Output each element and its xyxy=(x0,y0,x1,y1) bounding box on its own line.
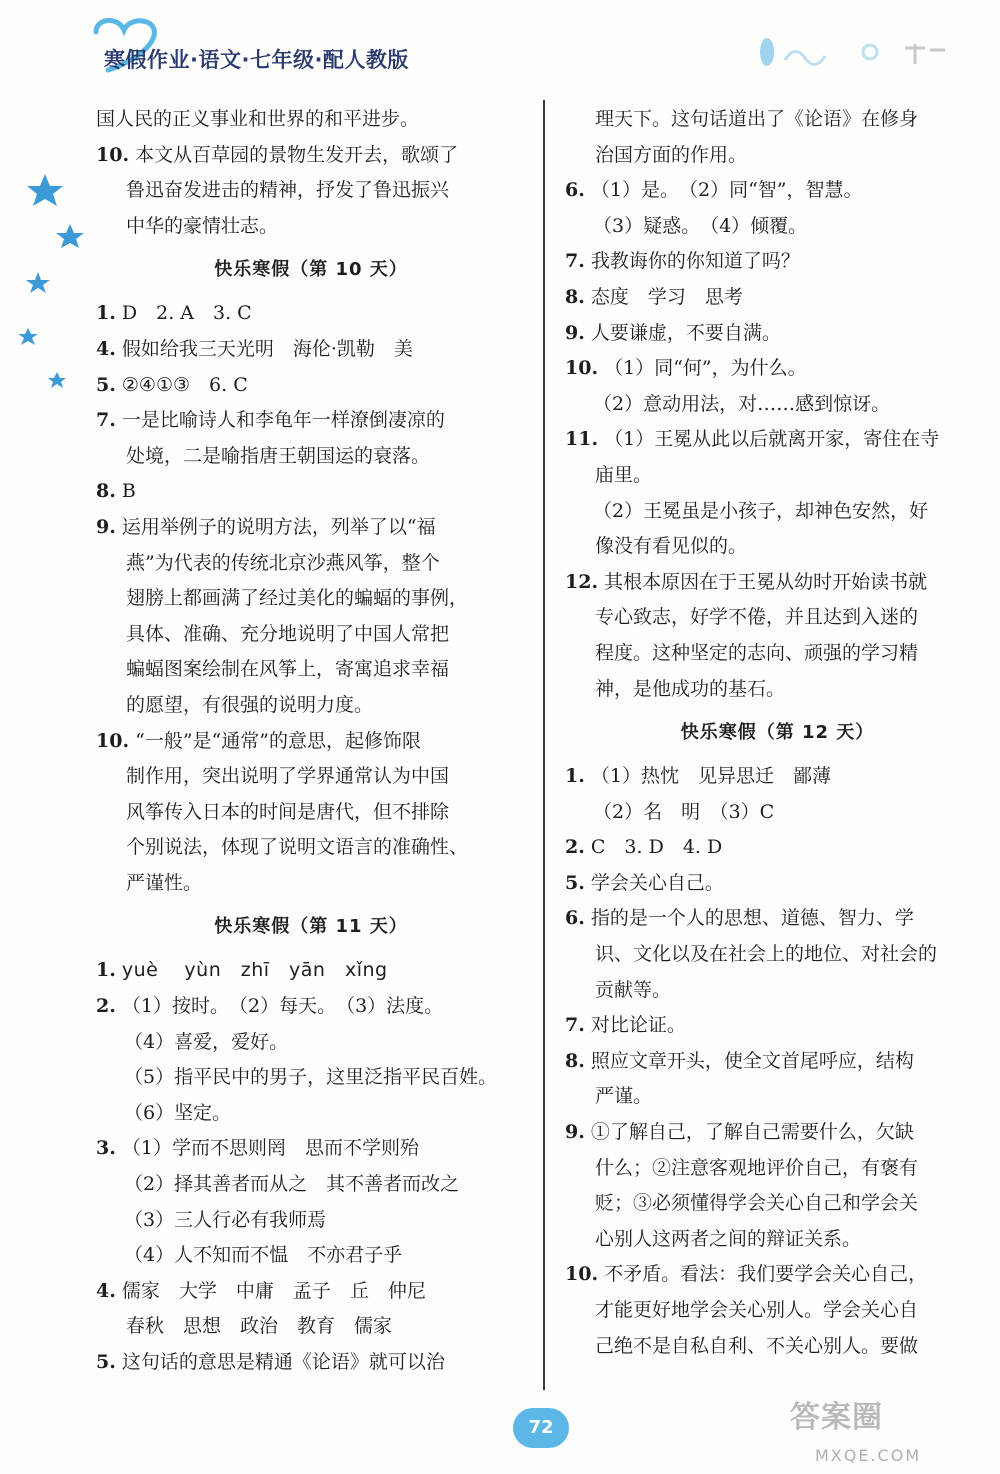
answer-line xyxy=(565,244,990,280)
question-number: 5. xyxy=(96,373,116,396)
answer-text: 程度。这种坚定的志向、顽强的学习精 xyxy=(595,641,919,664)
question-number: 6. xyxy=(565,179,585,202)
answer-text: 蝙蝠图案绘制在风筝上，寄寓追求幸福 xyxy=(126,658,450,681)
answer-text: 严谨。 xyxy=(595,1085,653,1108)
answer-text: （1）热忱 见异思迁 鄙薄 xyxy=(590,765,831,788)
question-number: 8. xyxy=(96,480,116,503)
answer-line xyxy=(96,1238,526,1274)
question-number: 9. xyxy=(565,1121,585,1144)
answer-line xyxy=(96,474,526,510)
answer-line xyxy=(565,422,990,458)
answer-line xyxy=(565,866,990,902)
answer-line xyxy=(565,830,990,866)
answer-continuation xyxy=(565,458,990,494)
question-number: 8. xyxy=(565,285,585,308)
answer-line xyxy=(96,1025,526,1061)
answer-continuation xyxy=(96,830,526,866)
answer-text: 儒家 大学 中庸 孟子 丘 仲尼 xyxy=(121,1279,426,1302)
answer-line xyxy=(96,1274,526,1310)
answer-text: 像没有看见似的。 xyxy=(595,535,748,558)
answer-text: 什么；②注意客观地评价自己，有褒有 xyxy=(595,1156,919,1179)
answer-line xyxy=(565,565,990,601)
answer-continuation xyxy=(96,759,526,795)
answer-line xyxy=(96,724,526,760)
answer-text: （1）学而不思则罔 思而不学则殆 xyxy=(121,1137,419,1160)
question-number: 5. xyxy=(96,1351,116,1373)
question-number: 9. xyxy=(96,515,116,538)
answer-text: 我教诲你的你知道了吗？ xyxy=(590,250,800,273)
answer-line xyxy=(565,1044,990,1080)
answer-text: 一是比喻诗人和李龟年一样潦倒凄凉的 xyxy=(121,409,445,432)
answer-text: 国人民的正义事业和世界的和平进步。 xyxy=(96,108,420,130)
answer-line xyxy=(565,494,990,530)
answer-text: 运用举例子的说明方法，列举了以“福 xyxy=(121,515,436,538)
answer-continuation xyxy=(565,1151,990,1187)
answer-continuation xyxy=(96,688,526,724)
answer-text: B xyxy=(121,480,136,503)
answer-line xyxy=(565,387,990,423)
question-number: 11. xyxy=(565,428,599,451)
page-number: 72 xyxy=(513,1408,569,1448)
answer-line xyxy=(565,209,990,245)
column-divider xyxy=(543,100,545,1390)
answer-line xyxy=(96,1345,526,1381)
answer-continuation xyxy=(96,439,526,475)
answer-text: （2）择其善者而从之 其不善者而改之 xyxy=(124,1173,460,1196)
watermark-url: MXQE.COM xyxy=(815,1446,922,1465)
answer-text: yuè yùn zhī yān xǐng xyxy=(121,959,388,982)
answer-line xyxy=(96,138,526,174)
answer-text: 这句话的意思是精通《论语》就可以治 xyxy=(121,1351,445,1373)
answer-line xyxy=(96,1203,526,1239)
answer-line xyxy=(565,316,990,352)
answer-continuation xyxy=(96,866,526,902)
answer-text: 专心致志，好学不倦，并且达到入迷的 xyxy=(595,606,919,629)
answer-text: （3）三人行必有我师焉 xyxy=(124,1208,327,1231)
question-number: 10. xyxy=(96,729,130,752)
answer-text: 态度 学习 思考 xyxy=(590,285,743,308)
stars-decoration-icon xyxy=(0,160,100,400)
answer-text: “一般”是“通常”的意思，起修饰限 xyxy=(135,729,421,752)
answer-text: 贬；③必须懂得学会关心自己和学会关 xyxy=(595,1192,919,1215)
question-number: 12. xyxy=(565,570,599,593)
answer-continuation xyxy=(96,102,526,138)
answer-text: 识、文化以及在社会上的地位、对社会的 xyxy=(595,943,938,966)
answer-text: 人要谦虚，不要自满。 xyxy=(590,321,781,344)
answer-line xyxy=(565,1115,990,1151)
answer-continuation xyxy=(96,795,526,831)
answer-text: 假如给我三天光明 海伦·凯勒 美 xyxy=(121,337,413,360)
answer-text: 学会关心自己。 xyxy=(590,871,724,894)
answer-line xyxy=(96,953,526,989)
question-number: 3. xyxy=(96,1137,116,1160)
answer-text: 个别说法，体现了说明文语言的准确性、 xyxy=(126,836,469,859)
answer-continuation xyxy=(565,102,990,138)
answer-line xyxy=(96,296,526,332)
answer-text: 对比论证。 xyxy=(590,1014,686,1037)
answer-text: 心别人这两者之间的辩证关系。 xyxy=(595,1227,862,1250)
answer-continuation xyxy=(96,581,526,617)
answer-text: （2）王冕虽是小孩子，却神色安然，好 xyxy=(593,499,929,522)
answer-text: C 3. D 4. D xyxy=(590,836,723,859)
answer-line xyxy=(565,173,990,209)
header-decoration-icon xyxy=(755,30,955,80)
section-heading: 快乐寒假（第 10 天） xyxy=(214,259,408,281)
answer-continuation xyxy=(565,138,990,174)
answer-text: 鲁迅奋发进击的精神，抒发了鲁迅振兴 xyxy=(126,179,450,202)
answer-continuation xyxy=(565,529,990,565)
answer-text: （4）人不知而不愠 不亦君子乎 xyxy=(124,1244,403,1267)
answer-continuation xyxy=(565,937,990,973)
left-column xyxy=(96,102,526,1381)
answer-text: （1）按时。 （2）每天。 （3）法度。 xyxy=(121,995,444,1018)
answer-text: 处境，二是喻指唐王朝国运的衰落。 xyxy=(126,444,431,467)
answer-continuation xyxy=(96,173,526,209)
answer-text: 其根本原因在于王冕从幼时开始读书就 xyxy=(604,570,928,593)
answer-text: 不矛盾。看法：我们要学会关心自己， xyxy=(604,1263,928,1286)
answer-line xyxy=(565,901,990,937)
question-number: 4. xyxy=(96,1279,116,1302)
answer-text: 指的是一个人的思想、道德、智力、学 xyxy=(590,907,914,930)
answer-line xyxy=(565,795,990,831)
answer-text: （1）王冕从此以后就离开家，寄住在寺 xyxy=(604,428,940,451)
answer-text: （6）坚定。 xyxy=(124,1101,232,1124)
answer-text: （5）指平民中的男子，这里泛指平民百姓。 xyxy=(124,1066,498,1089)
question-number: 5. xyxy=(565,871,585,894)
section-heading: 快乐寒假（第 12 天） xyxy=(680,722,875,744)
header-title: 寒假作业·语文·七年级·配人教版 xyxy=(104,48,409,72)
answer-continuation xyxy=(565,1329,990,1365)
answer-text: 庙里。 xyxy=(595,463,653,486)
answer-text: 治国方面的作用。 xyxy=(595,143,748,166)
question-number: 4. xyxy=(96,337,116,360)
answer-text: 具体、准确、充分地说明了中国人常把 xyxy=(126,622,450,645)
answer-line xyxy=(96,332,526,368)
answer-text: （4）喜爱，爱好。 xyxy=(124,1030,289,1053)
answer-text: 春秋 思想 政治 教育 儒家 xyxy=(126,1315,393,1338)
answer-text: 中华的豪情壮志。 xyxy=(126,214,279,237)
question-number: 10. xyxy=(565,1263,599,1286)
answer-continuation xyxy=(96,617,526,653)
question-number: 10. xyxy=(565,357,599,380)
answer-text: （1）是。 （2）同“智”，智慧。 xyxy=(590,179,863,202)
answer-text: 燕”为代表的传统北京沙燕风筝，整个 xyxy=(126,551,440,574)
answer-continuation xyxy=(565,1293,990,1329)
answer-text: D 2. A 3. C xyxy=(121,302,252,325)
answer-text: 严谨性。 xyxy=(126,871,203,894)
question-number: 1. xyxy=(565,765,585,788)
question-number: 8. xyxy=(565,1049,585,1072)
page-header xyxy=(0,0,1000,90)
answer-continuation xyxy=(96,652,526,688)
answer-continuation xyxy=(96,209,526,245)
section-heading: 快乐寒假（第 11 天） xyxy=(214,916,408,938)
answer-text: （1）同“何”，为什么。 xyxy=(604,357,807,380)
answer-continuation xyxy=(565,973,990,1009)
question-number: 10. xyxy=(96,143,130,166)
answer-line xyxy=(96,1131,526,1167)
answer-line xyxy=(565,280,990,316)
answer-continuation xyxy=(565,1079,990,1115)
question-number: 7. xyxy=(565,1014,585,1037)
answer-text: 制作用，突出说明了学界通常认为中国 xyxy=(126,765,450,788)
question-number: 2. xyxy=(565,836,585,859)
answer-line xyxy=(96,368,526,404)
question-number: 2. xyxy=(96,995,116,1018)
watermark-logo: 答案圈 xyxy=(790,1400,883,1435)
answer-text: 贡献等。 xyxy=(595,978,672,1001)
answer-continuation xyxy=(565,600,990,636)
answer-continuation xyxy=(565,636,990,672)
answer-line xyxy=(96,1167,526,1203)
answer-line xyxy=(565,351,990,387)
answer-text: （2）意动用法，对……感到惊讶。 xyxy=(593,392,891,415)
question-number: 9. xyxy=(565,321,585,344)
answer-line xyxy=(96,403,526,439)
answer-line xyxy=(96,1096,526,1132)
answer-line xyxy=(565,1257,990,1293)
answer-text: 本文从百草园的景物生发开去，歌颂了 xyxy=(135,143,459,166)
answer-line xyxy=(96,510,526,546)
answer-continuation xyxy=(565,1186,990,1222)
answer-continuation xyxy=(565,1222,990,1258)
answer-continuation xyxy=(96,546,526,582)
question-number: 7. xyxy=(565,250,585,273)
question-number: 1. xyxy=(96,302,116,325)
right-column xyxy=(565,102,990,1364)
answer-line xyxy=(565,1008,990,1044)
answer-text: 翅膀上都画满了经过美化的蝙蝠的事例， xyxy=(126,587,469,610)
answer-text: 己绝不是自私自利、不关心别人。要做 xyxy=(595,1334,919,1357)
answer-text: 才能更好地学会关心别人。学会关心自 xyxy=(595,1299,919,1321)
answer-line xyxy=(96,989,526,1025)
question-number: 1. xyxy=(96,959,116,982)
question-number: 6. xyxy=(565,907,585,930)
answer-text: （3）疑惑。 （4）倾覆。 xyxy=(593,214,808,237)
answer-text: 神，是他成功的基石。 xyxy=(595,677,786,700)
answer-text: 风筝传入日本的时间是唐代，但不排除 xyxy=(126,800,450,823)
answer-text: 照应文章开头，使全文首尾呼应，结构 xyxy=(590,1049,914,1072)
answer-text: ①了解自己，了解自己需要什么，欠缺 xyxy=(590,1121,914,1144)
answer-continuation xyxy=(96,1309,526,1345)
answer-line xyxy=(96,1060,526,1096)
question-number: 7. xyxy=(96,409,116,432)
answer-text: 的愿望，有很强的说明力度。 xyxy=(126,693,374,716)
answer-line xyxy=(565,759,990,795)
answer-text: 理天下。这句话道出了《论语》在修身 xyxy=(595,108,919,130)
answer-text: （2）名 明 （3）C xyxy=(593,800,775,823)
answer-text: ②④①③ 6. C xyxy=(121,373,248,396)
answer-continuation xyxy=(565,672,990,708)
